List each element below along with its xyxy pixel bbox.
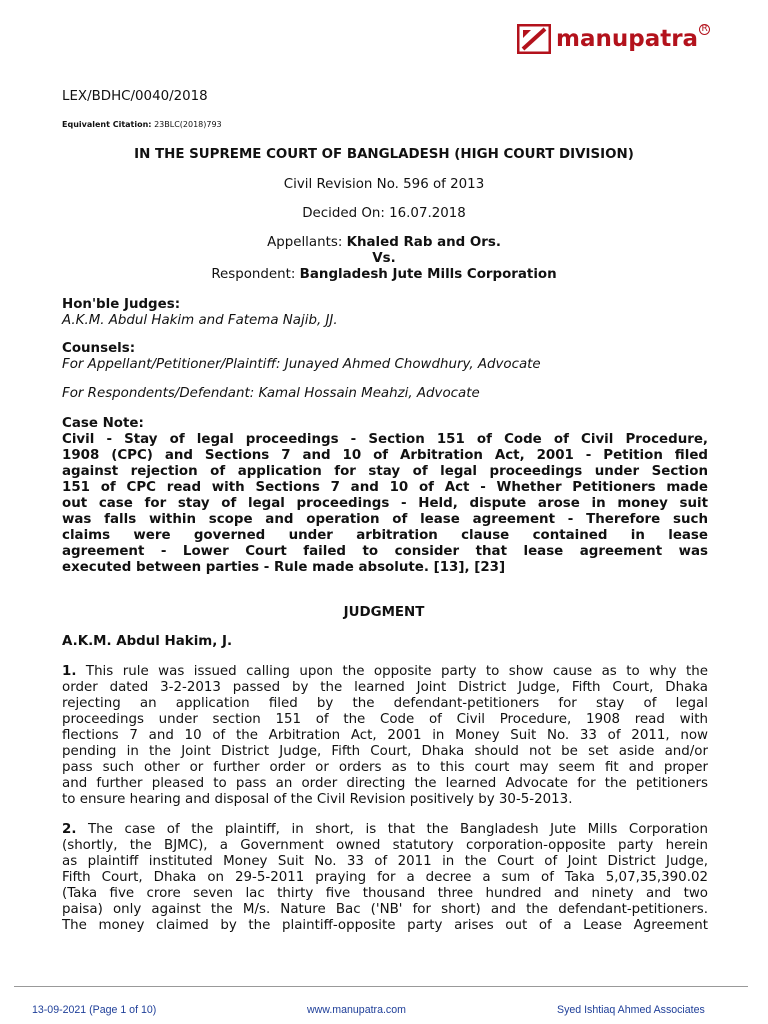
paragraph-line: The money claimed by the plaintiff-opposite party arises out of a Lease Agreement (62, 918, 708, 933)
respondent-name: Bangladesh Jute Mills Corporation (299, 267, 557, 282)
manupatra-logo-icon (517, 24, 551, 54)
paragraph-line: pending in the Joint District Judge, Fifth Court, Dhaka should not be set aside and/or (62, 744, 708, 759)
paragraph-number: 1. (62, 664, 77, 679)
footer-divider (14, 986, 748, 987)
paragraph-line: paisa) only against the M/s. Nature Bac ('NB' for short) and the defendant-petitioners. (62, 902, 708, 917)
case-note-line: against rejection of application for stay of legal proceedings under Section (62, 464, 708, 479)
paragraph-2 (62, 822, 708, 934)
paragraph-line: order dated 3-2-2013 passed by the learned Joint District Judge, Fifth Court, Dhaka (62, 680, 708, 695)
footer-page-info: 13-09-2021 (Page 1 of 10) (32, 1004, 157, 1016)
judgment-author: A.K.M. Abdul Hakim, J. (62, 634, 233, 649)
logo-text: manupatra (556, 26, 699, 52)
decided-date: Decided On: 16.07.2018 (302, 206, 466, 221)
paragraph-line: proceedings under section 151 of the Code of Civil Procedure, 1908 read with (62, 712, 708, 727)
paragraph-line: (shortly, the BJMC), a Government owned statutory corporation-opposite party herein (62, 838, 708, 853)
paragraph-line: flections 7 and 10 of the Arbitration Act, 2001 in Money Suit No. 33 of 2011, now (62, 728, 708, 743)
case-note-line: 1908 (CPC) and Sections 7 and 10 of Arbitration Act, 2001 - Petition filed (62, 448, 708, 463)
judgment-heading: JUDGMENT (343, 605, 425, 620)
manupatra-logo (517, 22, 710, 56)
case-note-line: out case for stay of legal proceedings - Held, dispute arose in money suit (62, 496, 708, 511)
appellants-label: Appellants: (267, 235, 343, 250)
case-note-line: 151 of CPC read with Sections 7 and 10 of Act - Whether Petitioners made (62, 480, 708, 495)
lex-id: LEX/BDHC/0040/2018 (62, 89, 208, 104)
case-note-line: executed between parties - Rule made absolute. [13], [23] (62, 560, 506, 575)
paragraph-line: Fifth Court, Dhaka on 29-5-2011 praying for a decree a sum of Taka 5,07,35,390.02 (62, 870, 708, 885)
versus: Vs. (372, 251, 396, 266)
case-note-line: agreement - Lower Court failed to consider that lease agreement was (62, 544, 708, 559)
paragraph-line: 2. The case of the plaintiff, in short, is that the Bangladesh Jute Mills Corporation (62, 822, 708, 837)
revision-number: Civil Revision No. 596 of 2013 (283, 177, 485, 192)
paragraph-line: (Taka five crore seven lac thirty five thousand three hundred and ninety and two (62, 886, 708, 901)
judges-names: A.K.M. Abdul Hakim and Fatema Najib, JJ. (62, 313, 338, 328)
paragraph-1 (62, 664, 708, 808)
registered-mark: R (699, 24, 710, 35)
counsels-label: Counsels: (62, 341, 136, 356)
paragraph-line: 1. This rule was issued calling upon the opposite party to show cause as to why the (62, 664, 708, 679)
court-title: IN THE SUPREME COURT OF BANGLADESH (HIGH COURT DIVISION) (134, 147, 634, 162)
case-note-label: Case Note: (62, 416, 144, 431)
paragraph-line: as plaintiff instituted Money Suit No. 33 of 2011 in the Court of Joint District Judge, (62, 854, 708, 869)
equivalent-citation-value: 23BLC(2018)793 (154, 120, 222, 129)
counsel-appellant: For Appellant/Petitioner/Plaintiff: Junayed Ahmed Chowdhury, Advocate (62, 357, 541, 372)
counsel-respondent: For Respondents/Defendant: Kamal Hossain Meahzi, Advocate (62, 386, 480, 401)
case-note-line: Civil - Stay of legal proceedings - Section 151 of Code of Civil Procedure, (62, 432, 708, 447)
appellants-line (0, 235, 768, 251)
paragraph-number: 2. (62, 822, 77, 837)
paragraph-line: pass such other or further order or orders as to this court may seem fit and proper (62, 760, 708, 775)
paragraph-line: rejecting an application filed by the defendant-petitioners for stay of legal (62, 696, 708, 711)
footer-firm-name: Syed Ishtiaq Ahmed Associates (557, 1004, 705, 1016)
case-note-line: claims were governed under arbitration clause contained in lease (62, 528, 708, 543)
appellants-name: Khaled Rab and Ors. (346, 235, 501, 250)
respondent-label: Respondent: (211, 267, 296, 282)
judges-label: Hon'ble Judges: (62, 297, 181, 312)
respondent-line (0, 267, 768, 283)
paragraph-line: to ensure hearing and disposal of the Civil Revision positively by 30-5-2013. (62, 792, 573, 807)
equivalent-citation (62, 120, 222, 130)
equivalent-citation-label: Equivalent Citation: (62, 120, 152, 129)
case-note-line: was falls within scope and operation of lease agreement - Therefore such (62, 512, 708, 527)
case-note-body (62, 432, 708, 576)
paragraph-line: and further pleased to pass an order directing the learned Advocate for the petitioners (62, 776, 708, 791)
footer-website-link[interactable]: www.manupatra.com (307, 1004, 406, 1016)
